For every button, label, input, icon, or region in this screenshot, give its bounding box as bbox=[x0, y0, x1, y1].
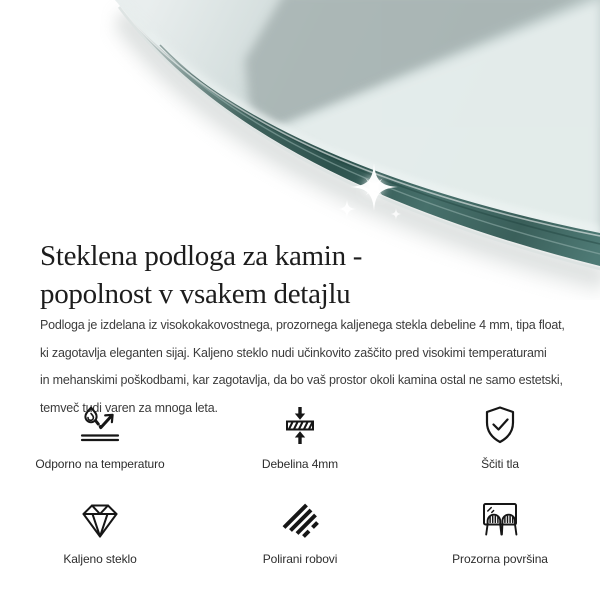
feature-label: Debelina 4mm bbox=[261, 457, 339, 471]
transparent-surface-icon bbox=[477, 495, 523, 545]
temperature-resistant-icon bbox=[78, 400, 122, 450]
feature-item-polished-edges bbox=[205, 495, 395, 566]
feature-label: Ščiti tla bbox=[481, 457, 519, 471]
page-title-line1: Steklena podloga za kamin - bbox=[40, 240, 363, 272]
feature-label: Prozorna površina bbox=[452, 552, 548, 566]
feature-item-thickness bbox=[205, 400, 395, 471]
page-title-line2: popolnost v vsakem detajlu bbox=[40, 278, 351, 310]
thickness-4mm-icon bbox=[278, 400, 322, 450]
paragraph-line: Podloga je izdelana iz visokokakovostnega, prozornega kaljenega stekla debeline 4 mm, tipa float, bbox=[40, 318, 565, 332]
page-title bbox=[40, 237, 580, 313]
paragraph-line: in mehanskimi poškodbami, kar zagotavlja, da bo vaš prostor okoli kamina ostal ne samo estetski, bbox=[40, 373, 563, 387]
feature-item-tempered-glass bbox=[5, 495, 195, 566]
polished-edges-icon bbox=[278, 495, 322, 545]
feature-label: Odporno na temperaturo bbox=[35, 457, 165, 471]
diamond-icon bbox=[78, 495, 122, 545]
paragraph-line: ki zagotavlja eleganten sijaj. Kaljeno steklo nudi učinkovito zaščito pred visokimi temperaturami bbox=[40, 345, 547, 360]
feature-label: Polirani robovi bbox=[262, 552, 338, 566]
feature-item-transparent-surface bbox=[405, 495, 595, 566]
shield-check-icon bbox=[478, 400, 522, 450]
feature-item-temperature bbox=[5, 400, 195, 471]
paragraph-line: temveč tudi varen za mnoga leta. bbox=[40, 400, 218, 415]
feature-label: Kaljeno steklo bbox=[63, 552, 137, 566]
features-grid bbox=[0, 400, 600, 566]
feature-item-protects-floor bbox=[405, 400, 595, 471]
